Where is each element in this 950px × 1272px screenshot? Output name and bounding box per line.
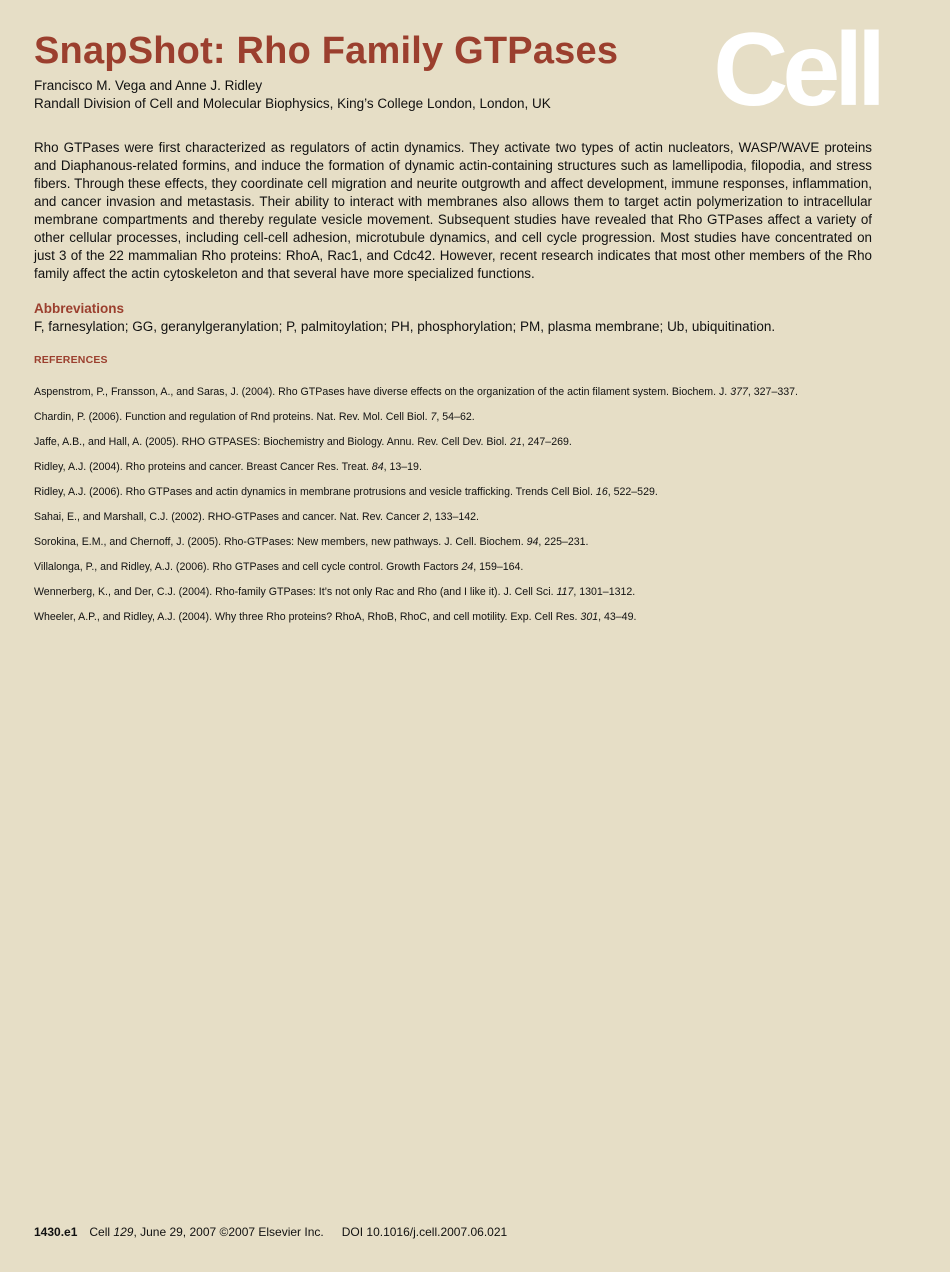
reference-volume: 301 bbox=[580, 611, 599, 623]
reference-volume: 84 bbox=[371, 461, 384, 473]
authors: Francisco M. Vega and Anne J. Ridley bbox=[34, 78, 263, 93]
affiliation: Randall Division of Cell and Molecular Biophysics, King’s College London, London, UK bbox=[34, 96, 551, 111]
page-number: 1430.e1 bbox=[34, 1225, 78, 1239]
doi: DOI 10.1016/j.cell.2007.06.021 bbox=[341, 1225, 508, 1239]
reference-item: Ridley, A.J. (2006). Rho GTPases and actin dynamics in membrane protrusions and vesicle trafficking. Trends Cell Biol. 16, 522–529. bbox=[34, 486, 658, 498]
reference-volume: 16 bbox=[595, 486, 608, 498]
reference-item: Aspenstrom, P., Fransson, A., and Saras, J. (2004). Rho GTPases have diverse effects on the organization of the actin filament system. Biochem. J. 377, 327–337. bbox=[34, 386, 798, 398]
reference-item: Villalonga, P., and Ridley, A.J. (2006). Rho GTPases and cell cycle control. Growth Factors 24, 159–164. bbox=[34, 561, 524, 573]
references-heading: REFERENCES bbox=[34, 354, 108, 366]
reference-volume: 24 bbox=[461, 561, 474, 573]
reference-volume: 117 bbox=[556, 586, 574, 598]
reference-list bbox=[34, 386, 879, 636]
intro-paragraph: Rho GTPases were first characterized as regulators of actin dynamics. They activate two types of actin nucleators, WASP/WAVE proteins and Diaphanous-related formins, and induce the formation of dynamic actin-containing structures such as lamellipodia, filopodia, and stress fibers. Through these effects, they coordinate cell migration and neurite outgrowth and affect development, immune responses, inflammation, and cancer invasion and metastasis. Their ability to interact with membranes also allows them to target actin polymerization to intracellular membrane compartments and thereby regulate vesicle movement. Subsequent studies have revealed that Rho GTPases affect a variety of other cellular processes, including cell-cell adhesion, microtubule dynamics, and cell cycle progression. Most studies have concentrated on just 3 of the 22 mammalian Rho proteins: RhoA, Rac1, and Cdc42. However, recent research indicates that most other members of the Rho family affect the actin cytoskeleton and that several have more specialized functions. bbox=[34, 140, 872, 281]
journal-citation: Cell 129, June 29, 2007 ©2007 Elsevier Inc. bbox=[89, 1225, 324, 1239]
reference-volume: 2 bbox=[423, 511, 429, 523]
page-title: SnapShot: Rho Family GTPases bbox=[34, 30, 619, 72]
reference-item: Jaffe, A.B., and Hall, A. (2005). RHO GTPASES: Biochemistry and Biology. Annu. Rev. Cell Dev. Biol. 21, 247–269. bbox=[34, 436, 572, 448]
reference-item: Wheeler, A.P., and Ridley, A.J. (2004). Why three Rho proteins? RhoA, RhoB, RhoC, and cell motility. Exp. Cell Res. 301, 43–49. bbox=[34, 611, 637, 623]
page bbox=[34, 0, 880, 1272]
reference-volume: 94 bbox=[526, 536, 539, 548]
cell-logo: Cell bbox=[713, 12, 880, 128]
reference-item: Sorokina, E.M., and Chernoff, J. (2005). Rho-GTPases: New members, new pathways. J. Cell. Biochem. 94, 225–231. bbox=[34, 536, 589, 548]
abbreviations-heading: Abbreviations bbox=[34, 301, 125, 316]
abbreviations-text: F, farnesylation; GG, geranylgeranylation; P, palmitoylation; PH, phosphorylation; PM, plasma membrane; Ub, ubiquitination. bbox=[34, 319, 776, 334]
page-footer bbox=[34, 1225, 507, 1239]
reference-volume: 7 bbox=[430, 411, 437, 423]
reference-item: Sahai, E., and Marshall, C.J. (2002). RHO-GTPases and cancer. Nat. Rev. Cancer 2, 133–142. bbox=[34, 511, 479, 523]
reference-item: Wennerberg, K., and Der, C.J. (2004). Rho-family GTPases: It’s not only Rac and Rho (and I like it). J. Cell Sci. 117, 1301–1312. bbox=[34, 586, 636, 598]
reference-item: Chardin, P. (2006). Function and regulation of Rnd proteins. Nat. Rev. Mol. Cell Biol. 7, 54–62. bbox=[34, 411, 475, 423]
reference-volume: 21 bbox=[509, 436, 522, 448]
reference-item: Ridley, A.J. (2004). Rho proteins and cancer. Breast Cancer Res. Treat. 84, 13–19. bbox=[34, 461, 422, 473]
reference-volume: 377 bbox=[730, 386, 748, 398]
